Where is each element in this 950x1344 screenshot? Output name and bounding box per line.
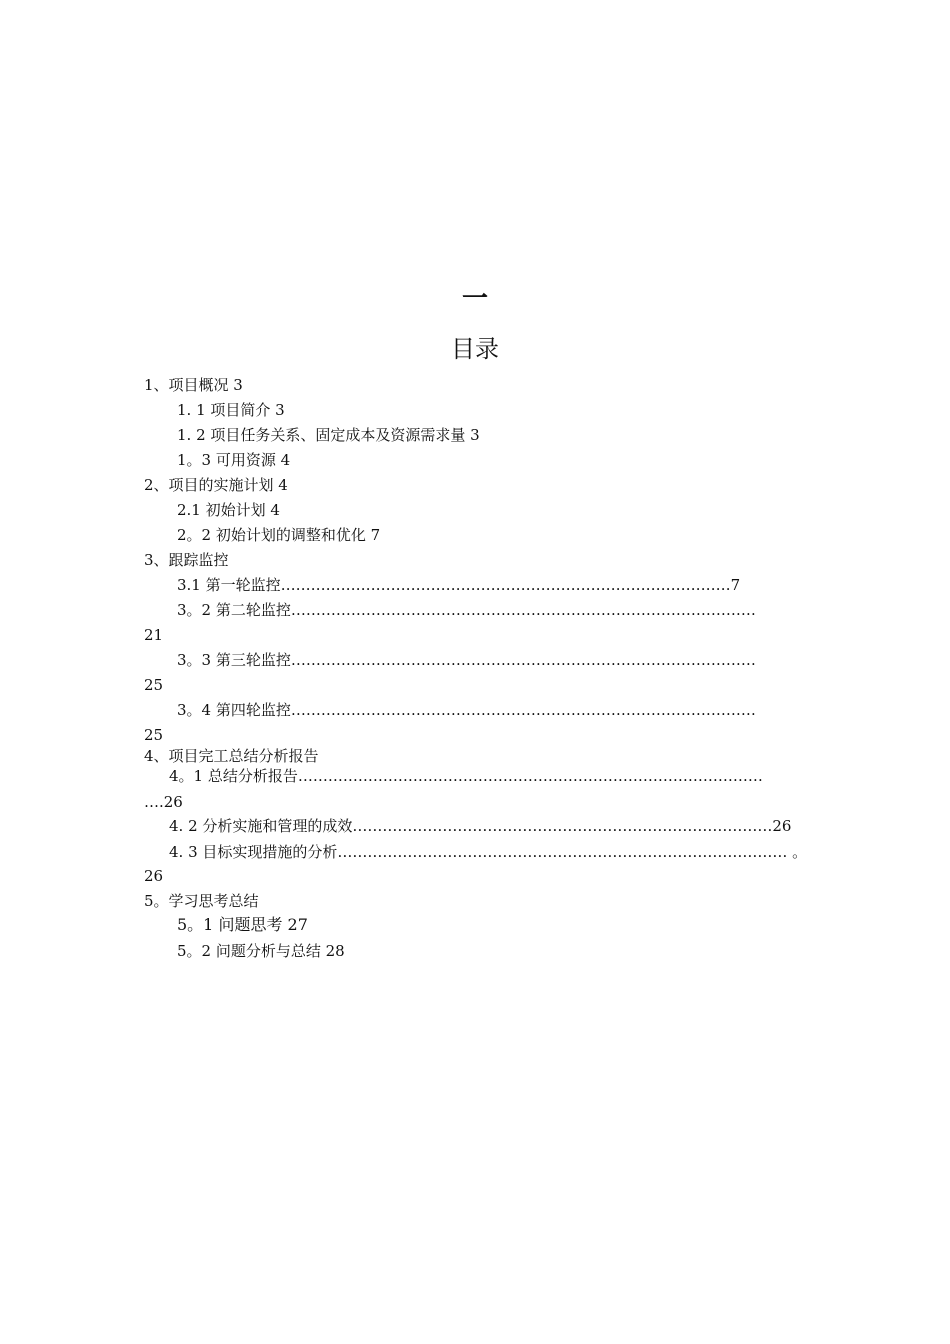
toc-entry-1: 1、项目概况 3	[144, 376, 243, 394]
toc-entry-2-2: 2。2 初始计划的调整和优化 7	[177, 526, 381, 544]
toc-entry-2-1: 2.1 初始计划 4	[177, 501, 280, 519]
toc-entry-4-1: 4。1 总结分析报告…………………………………………………………………………………	[169, 767, 763, 785]
toc-entry-3-2: 3。2 第二轮监控…………………………………………………………………………………	[177, 601, 756, 619]
toc-entry-1-3: 1。3 可用资源 4	[177, 451, 291, 469]
toc-entry-5-2: 5。2 问题分析与总结 28	[177, 942, 345, 960]
toc-entry-2: 2、项目的实施计划 4	[144, 476, 288, 494]
toc-entry-3-3: 3。3 第三轮监控…………………………………………………………………………………	[177, 651, 756, 669]
toc-entry-5: 5。学习思考总结	[144, 892, 259, 910]
section-mark: 一	[461, 284, 488, 314]
toc-entry-4: 4、项目完工总结分析报告	[144, 747, 319, 765]
toc-entry-4-2: 4. 2 分析实施和管理的成效…………………………………………………………………………26	[169, 817, 792, 835]
toc-entry-3-2-page: 21	[144, 626, 164, 644]
toc-title: 目录	[451, 335, 499, 363]
toc-entry-3-4-page: 25	[144, 726, 164, 744]
toc-entry-4-3: 4. 3 目标实现措施的分析……………………………………………………………………………… 。	[169, 843, 808, 861]
toc-entry-5-1: 5。1 问题思考 27	[177, 915, 308, 934]
toc-entry-3-3-page: 25	[144, 676, 164, 694]
toc-entry-1-2: 1. 2 项目任务关系、固定成本及资源需求量 3	[177, 426, 480, 444]
toc-entry-3-4: 3。4 第四轮监控…………………………………………………………………………………	[177, 701, 756, 719]
toc-entry-3: 3、跟踪监控	[144, 551, 229, 569]
toc-entry-1-1: 1. 1 项目简介 3	[177, 401, 285, 419]
toc-entry-4-3-page: 26	[144, 867, 164, 885]
toc-entry-3-1: 3.1 第一轮监控………………………………………………………………………………7	[177, 576, 741, 594]
toc-entry-4-1-page: ….26	[144, 793, 183, 811]
